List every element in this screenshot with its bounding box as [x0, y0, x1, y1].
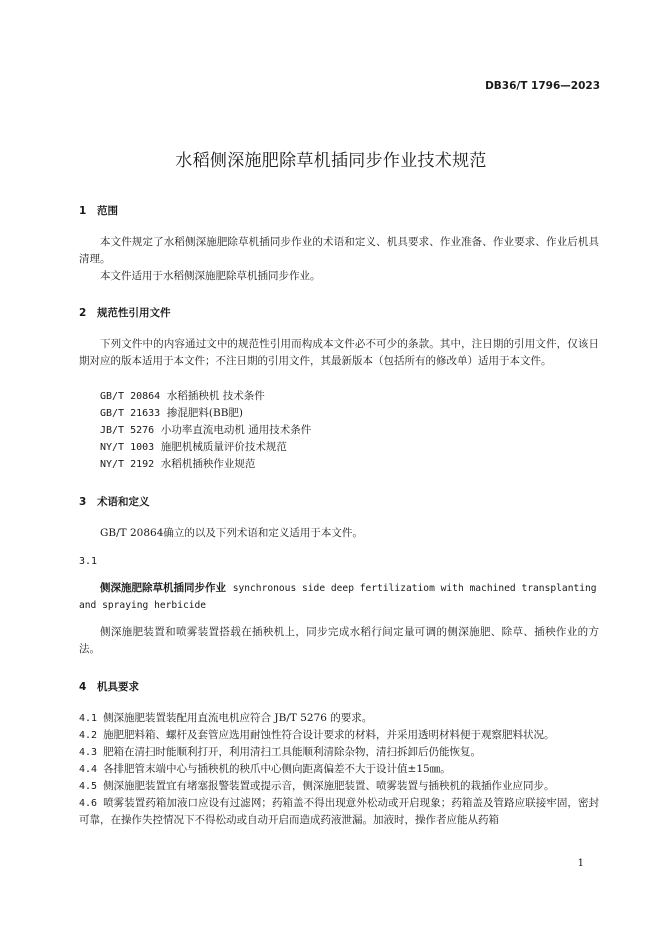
reference-code: GB/T 21633 — [100, 408, 161, 419]
requirement-text: 各排肥管末端中心与插秧机的秧爪中心侧向距离偏差不大于设计值±15㎜。 — [103, 763, 451, 775]
section-1-heading — [79, 203, 118, 218]
requirement-item — [79, 710, 599, 727]
reference-item — [100, 405, 243, 422]
reference-title: 水稻机插秧作业规范 — [160, 458, 256, 470]
requirement-number: 4.1 — [79, 713, 98, 724]
requirement-text: 侧深施肥装置宜有堵塞报警装置或提示音，侧深施肥装置、喷雾装置与插秧机的栽插作业应同步。 — [103, 780, 555, 792]
requirement-number: 4.5 — [79, 781, 98, 792]
requirement-text: 喷雾装置药箱加液口应设有过滤网；药箱盖不得出现意外松动或开启现象；药箱盖及管路应联接牢固，密封可靠，在操作失控情况下不得松动或自动开启而造成药液泄漏。加液时，操作者应能从药箱 — [79, 797, 599, 826]
reference-code: GB/T 20864 — [100, 391, 161, 402]
reference-title: 水稻插秧机 技术条件 — [166, 390, 265, 402]
section-3-title: 术语和定义 — [97, 496, 150, 508]
reference-code: JB/T 5276 — [100, 425, 155, 436]
requirement-number: 4.6 — [79, 798, 98, 809]
reference-title: 施肥机械质量评价技术规范 — [160, 441, 287, 453]
requirement-text: 侧深施肥装置装配用直流电机应符合 JB/T 5276 的要求。 — [103, 712, 373, 724]
term-definition: 侧深施肥装置和喷雾装置搭载在插秧机上，同步完成水稻行间定量可调的侧深施肥、除草、插秧作业的方法。 — [79, 626, 599, 655]
reference-code: NY/T 1003 — [100, 442, 155, 453]
section-1-title: 范围 — [97, 205, 118, 217]
document-title: 水稻侧深施肥除草机插同步作业技术规范 — [175, 151, 487, 171]
section-4-heading — [79, 679, 139, 694]
scope-paragraph-2: 本文件适用于水稻侧深施肥除草机插同步作业。 — [100, 270, 321, 282]
section-4-number: 4 — [79, 681, 87, 693]
section-2-heading — [79, 305, 171, 320]
page-number: 1 — [577, 858, 584, 869]
requirement-text: 肥箱在清扫时能顺利打开，利用清扫工具能顺利清除杂物，清扫拆卸后仍能恢复。 — [103, 746, 482, 758]
normative-paragraph: 下列文件中的内容通过文中的规范性引用而构成本文件必不可少的条款。其中，注日期的引用文件，仅该日期对应的版本适用于本文件；不注日期的引用文件，其最新版本（包括所有的修改单）适用于本文件。 — [79, 338, 599, 367]
term-english: synchronous side deep fertilizatiom with machined transplanting and spraying herbicide — [79, 583, 597, 611]
section-3-number: 3 — [79, 496, 87, 508]
section-2-number: 2 — [79, 307, 87, 319]
requirement-number: 4.2 — [79, 730, 98, 741]
scope-paragraph-1: 本文件规定了水稻侧深施肥除草机插同步作业的术语和定义、机具要求、作业准备、作业要求、作业后机具清理。 — [79, 236, 599, 265]
section-4-title: 机具要求 — [97, 681, 139, 693]
requirement-item — [79, 744, 599, 761]
term-chinese: 侧深施肥除草机插同步作业 — [100, 582, 226, 594]
section-2-title: 规范性引用文件 — [97, 307, 171, 319]
requirement-item — [79, 795, 599, 829]
requirement-item — [79, 727, 599, 744]
reference-code: NY/T 2192 — [100, 459, 155, 470]
requirement-number: 4.4 — [79, 764, 98, 775]
reference-item — [100, 388, 265, 405]
reference-title: 掺混肥料(BB肥) — [166, 407, 244, 419]
term-entry — [79, 580, 599, 614]
reference-item — [100, 456, 255, 473]
requirement-number: 4.3 — [79, 747, 98, 758]
section-3-heading — [79, 494, 150, 509]
requirement-item — [79, 761, 599, 778]
standard-code: DB36/T 1796—2023 — [485, 80, 600, 92]
term-number: 3.1 — [79, 556, 98, 567]
section-1-number: 1 — [79, 205, 87, 217]
requirement-text: 施肥肥料箱、螺杆及套管应选用耐蚀性符合设计要求的材料，并采用透明材料便于观察肥料状况。 — [103, 729, 555, 741]
terms-paragraph: GB/T 20864确立的以及下列术语和定义适用于本文件。 — [100, 527, 363, 539]
reference-item — [100, 422, 311, 439]
reference-title: 小功率直流电动机 通用技术条件 — [160, 424, 312, 436]
reference-item — [100, 439, 287, 456]
requirement-item — [79, 778, 599, 795]
